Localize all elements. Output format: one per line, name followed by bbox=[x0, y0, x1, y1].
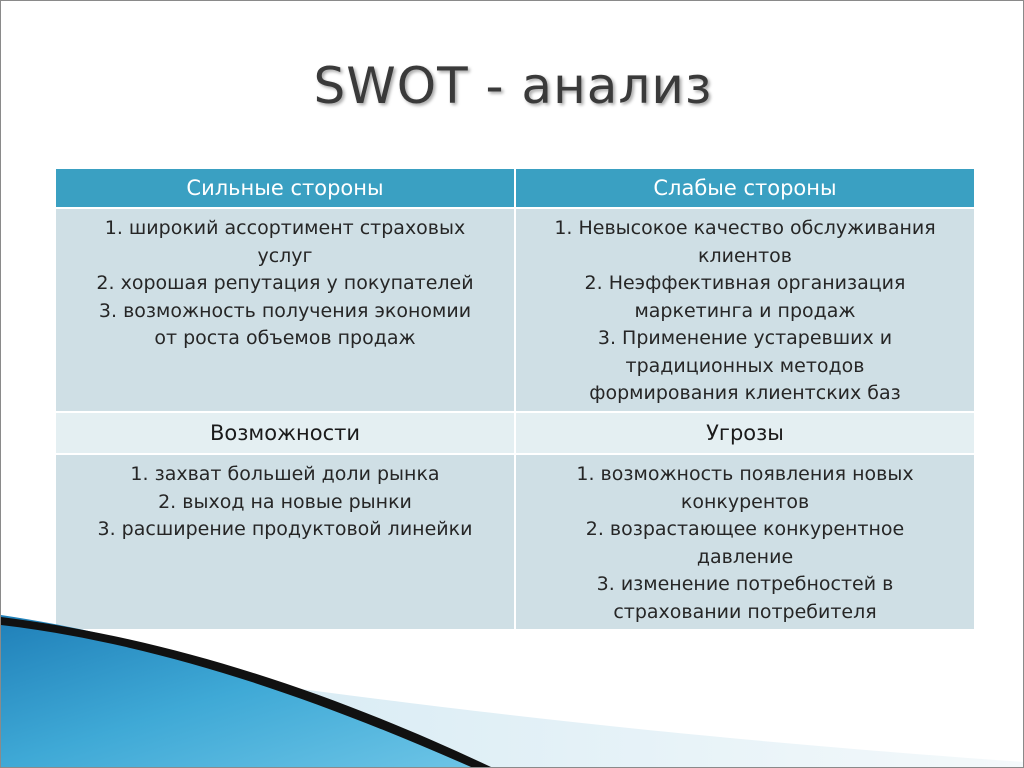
weaknesses-line: клиентов bbox=[698, 244, 792, 267]
threats-line: 3. изменение потребностей в bbox=[596, 573, 894, 595]
opportunities-line: 3. расширение продуктовой линейки bbox=[97, 518, 473, 540]
threats-line: страховании потребителя bbox=[613, 600, 877, 623]
threats-line: конкурентов bbox=[680, 490, 810, 513]
strengths-line: 1. широкий ассортимент страховых bbox=[104, 217, 466, 239]
swot-table bbox=[54, 167, 976, 631]
weaknesses-line: формирования клиентских баз bbox=[589, 382, 901, 404]
top-content-row bbox=[55, 208, 975, 412]
weaknesses-line: традиционных методов bbox=[625, 354, 865, 377]
threats-line: 1. возможность появления новых bbox=[576, 463, 914, 485]
subheader-row bbox=[55, 412, 975, 454]
weaknesses-line: маркетинга и продаж bbox=[634, 299, 856, 322]
strengths-line: 3. возможность получения экономии bbox=[98, 299, 472, 322]
opportunities-header: Возможности bbox=[55, 412, 515, 454]
decorative-swoosh bbox=[1, 607, 1024, 767]
strengths-line: 2. хорошая репутация у покупателей bbox=[96, 272, 474, 294]
strengths-line: услуг bbox=[257, 244, 313, 267]
opportunities-cell bbox=[55, 454, 515, 630]
weaknesses-line: 3. Применение устаревших и bbox=[597, 327, 893, 349]
threats-header: Угрозы bbox=[515, 412, 975, 454]
bottom-content-row bbox=[55, 454, 975, 630]
slide-title: SWOT - анализ bbox=[313, 57, 713, 115]
opportunities-line: 1. захват большей доли рынка bbox=[130, 463, 440, 485]
strengths-cell bbox=[55, 208, 515, 412]
weaknesses-line: 2. Неэффективная организация bbox=[584, 272, 906, 294]
weaknesses-line: 1. Невысокое качество обслуживания bbox=[554, 217, 936, 239]
opportunities-line: 2. выход на новые рынки bbox=[158, 490, 412, 513]
weaknesses-cell bbox=[515, 208, 975, 412]
header-row bbox=[55, 168, 975, 208]
threats-cell bbox=[515, 454, 975, 630]
threats-line: давление bbox=[696, 545, 794, 568]
weaknesses-header: Слабые стороны bbox=[515, 168, 975, 208]
strengths-header: Сильные стороны bbox=[55, 168, 515, 208]
threats-line: 2. возрастающее конкурентное bbox=[585, 518, 905, 540]
strengths-line: от роста объемов продаж bbox=[154, 327, 416, 349]
swoosh-blue-band bbox=[1, 615, 471, 767]
